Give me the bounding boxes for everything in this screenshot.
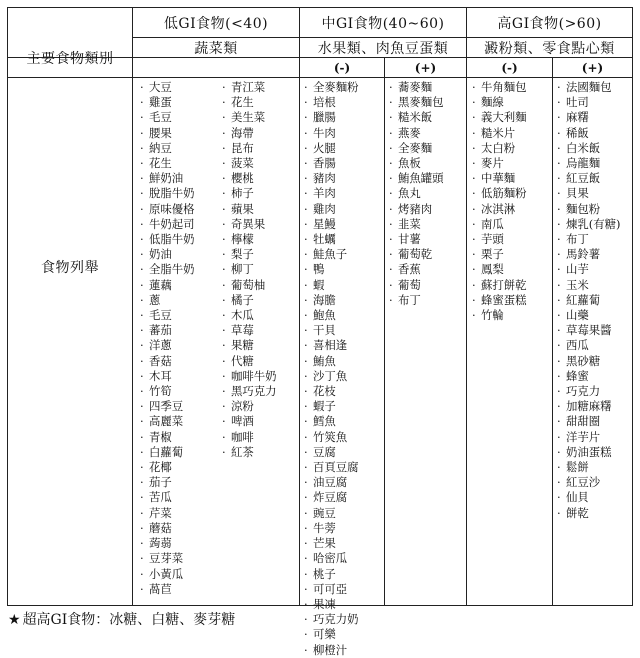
grid-line-left	[7, 7, 8, 606]
food-item: · 烏龍麵	[557, 156, 632, 171]
food-item: · 哈密瓜	[304, 551, 384, 566]
header-vegetables: 蔬菜類	[194, 40, 238, 57]
food-item: · 冰淇淋	[472, 202, 552, 217]
food-item: · 葡萄乾	[389, 247, 465, 262]
food-item: · 蜂蜜	[557, 369, 632, 384]
grid-line-col-4	[466, 7, 467, 606]
food-item: · 花枝	[304, 384, 384, 399]
food-item: · 雞蛋	[140, 95, 222, 110]
food-item: · 奶油蛋糕	[557, 445, 632, 460]
food-item: · 小黃瓜	[140, 567, 222, 582]
food-item: · 豆芽菜	[140, 551, 222, 566]
food-item: · 山芋	[557, 262, 632, 277]
header-main-category: 主要食物類別	[26, 50, 114, 67]
food-item: · 甘薯	[389, 232, 465, 247]
food-item: · 糙米飯	[389, 110, 465, 125]
food-item: · 牛角麵包	[472, 80, 552, 95]
grid-line-col-5	[552, 57, 553, 606]
food-item: · 咖啡牛奶	[222, 369, 298, 384]
food-item: · 柳丁	[222, 262, 298, 277]
food-item: · 星鰻	[304, 217, 384, 232]
food-item: · 豬肉	[304, 171, 384, 186]
header-high-gi: 高GI食物(>60)	[497, 15, 602, 32]
food-item: · 油豆腐	[304, 475, 384, 490]
header-starch-snack: 澱粉類、零食點心類	[484, 40, 615, 57]
food-item: · 蕎麥麵	[389, 80, 465, 95]
food-item: · 布丁	[557, 232, 632, 247]
food-item: · 紅豆沙	[557, 475, 632, 490]
food-item: · 黑砂糖	[557, 354, 632, 369]
food-item: · 貝果	[557, 186, 632, 201]
food-item: · 四季豆	[140, 399, 222, 414]
food-item: · 果凍	[304, 597, 384, 612]
food-item: · 牛蒡	[304, 521, 384, 536]
food-item: · 全麥麵粉	[304, 80, 384, 95]
food-item: · 啤酒	[222, 414, 298, 429]
footnote-text: 超高GI食物：冰糖、白糖、麥芽糖	[22, 612, 236, 628]
food-item: · 鮮奶油	[140, 171, 222, 186]
food-item: · 蘋果	[222, 202, 298, 217]
food-item: · 香菇	[140, 354, 222, 369]
high-minus-sign: (-)	[501, 60, 518, 75]
low-gi-list-b	[222, 80, 298, 460]
food-item: · 全脂牛奶	[140, 262, 222, 277]
food-item: · 芹菜	[140, 506, 222, 521]
food-item: · 低脂牛奶	[140, 232, 222, 247]
food-item: · 韭菜	[389, 217, 465, 232]
food-item: · 太白粉	[472, 141, 552, 156]
food-item: · 沙丁魚	[304, 369, 384, 384]
food-item: · 魚丸	[389, 186, 465, 201]
food-item: · 海膽	[304, 293, 384, 308]
grid-line-col-3	[384, 57, 385, 606]
food-item: · 麻糬	[557, 110, 632, 125]
food-item: · 蘑菇	[140, 521, 222, 536]
food-item: · 蘇打餅乾	[472, 278, 552, 293]
food-item: · 蓮藕	[140, 278, 222, 293]
food-item: · 鮪魚罐頭	[389, 171, 465, 186]
food-item: · 可樂	[304, 627, 384, 642]
food-item: · 脫脂牛奶	[140, 186, 222, 201]
food-item: · 法國麵包	[557, 80, 632, 95]
header-low-gi: 低GI食物(<40)	[163, 15, 269, 32]
food-item: · 代糖	[222, 354, 298, 369]
food-item: · 甜甜圈	[557, 414, 632, 429]
food-item: · 咖啡	[222, 430, 298, 445]
food-item: · 鮑魚	[304, 308, 384, 323]
food-item: · 蕃茄	[140, 323, 222, 338]
food-item: · 巧克力	[557, 384, 632, 399]
food-item: · 草莓	[222, 323, 298, 338]
food-item: · 干貝	[304, 323, 384, 338]
food-item: · 毛豆	[140, 110, 222, 125]
food-item: · 鮭魚子	[304, 247, 384, 262]
food-item: · 山藥	[557, 308, 632, 323]
food-item: · 高麗菜	[140, 414, 222, 429]
food-item: · 鴨	[304, 262, 384, 277]
mid-gi-plus-list	[389, 80, 465, 308]
food-item: · 馬鈴薯	[557, 247, 632, 262]
food-item: · 梨子	[222, 247, 298, 262]
header-fruit-meat: 水果類、肉魚豆蛋類	[317, 40, 449, 57]
food-item: · 香腸	[304, 156, 384, 171]
food-item: · 檸檬	[222, 232, 298, 247]
food-item: · 蝦	[304, 278, 384, 293]
food-item: · 鬆餅	[557, 460, 632, 475]
food-item: · 巧克力奶	[304, 612, 384, 627]
food-item: · 毛豆	[140, 308, 222, 323]
food-item: · 栗子	[472, 247, 552, 262]
food-item: · 魚板	[389, 156, 465, 171]
mid-gi-minus-list	[304, 80, 384, 658]
food-item: · 洋芋片	[557, 430, 632, 445]
food-item: · 黑巧克力	[222, 384, 298, 399]
grid-line-right	[632, 7, 633, 606]
food-item: · 納豆	[140, 141, 222, 156]
food-item: · 糙米片	[472, 126, 552, 141]
food-item: · 全麥麵	[389, 141, 465, 156]
food-item: · 腰果	[140, 126, 222, 141]
food-item: · 牡蠣	[304, 232, 384, 247]
food-item: · 鳳梨	[472, 262, 552, 277]
food-item: · 白米飯	[557, 141, 632, 156]
food-item: · 大豆	[140, 80, 222, 95]
food-item: · 紅蘿蔔	[557, 293, 632, 308]
food-item: · 紅豆飯	[557, 171, 632, 186]
food-item: · 奇異果	[222, 217, 298, 232]
food-item: · 豌豆	[304, 506, 384, 521]
food-item: · 奶油	[140, 247, 222, 262]
footnote-ultra-high-gi	[8, 609, 235, 629]
food-item: · 昆布	[222, 141, 298, 156]
food-item: · 黑麥麵包	[389, 95, 465, 110]
food-item: · 萵苣	[140, 582, 222, 597]
food-item: · 喜相逢	[304, 338, 384, 353]
food-item: · 南瓜	[472, 217, 552, 232]
food-item: · 豆腐	[304, 445, 384, 460]
food-item: · 葡萄	[389, 278, 465, 293]
food-item: · 臘腸	[304, 110, 384, 125]
food-item: · 中華麵	[472, 171, 552, 186]
food-item: · 蜂蜜蛋糕	[472, 293, 552, 308]
food-item: · 花生	[222, 95, 298, 110]
food-item: · 蒟蒻	[140, 536, 222, 551]
food-item: · 洋蔥	[140, 338, 222, 353]
food-item: · 紅茶	[222, 445, 298, 460]
food-item: · 火腿	[304, 141, 384, 156]
food-item: · 苦瓜	[140, 490, 222, 505]
food-item: · 吐司	[557, 95, 632, 110]
food-item: · 桃子	[304, 567, 384, 582]
food-item: · 仙貝	[557, 490, 632, 505]
food-item: · 麵線	[472, 95, 552, 110]
food-item: · 炸豆腐	[304, 490, 384, 505]
food-item: · 青江菜	[222, 80, 298, 95]
star-icon: ★	[8, 612, 21, 628]
food-item: · 青椒	[140, 430, 222, 445]
food-item: · 低筋麵粉	[472, 186, 552, 201]
food-item: · 牛奶起司	[140, 217, 222, 232]
food-item: · 白蘿蔔	[140, 445, 222, 460]
food-item: · 義大利麵	[472, 110, 552, 125]
food-item: · 橘子	[222, 293, 298, 308]
food-item: · 涼粉	[222, 399, 298, 414]
food-item: · 芋頭	[472, 232, 552, 247]
food-item: · 菠菜	[222, 156, 298, 171]
food-item: · 果糖	[222, 338, 298, 353]
food-item: · 牛肉	[304, 126, 384, 141]
food-item: · 葡萄柚	[222, 278, 298, 293]
food-item: · 鱈魚	[304, 414, 384, 429]
food-item: · 木耳	[140, 369, 222, 384]
food-item: · 櫻桃	[222, 171, 298, 186]
food-item: · 西瓜	[557, 338, 632, 353]
food-item: · 竹筍	[140, 384, 222, 399]
food-item: · 美生菜	[222, 110, 298, 125]
food-item: · 海帶	[222, 126, 298, 141]
header-mid-gi: 中GI食物(40~60)	[321, 15, 445, 32]
food-item: · 加糖麻糬	[557, 399, 632, 414]
food-item: · 燕麥	[389, 126, 465, 141]
food-item: · 稀飯	[557, 126, 632, 141]
mid-minus-sign: (-)	[333, 60, 351, 75]
grid-line-header-3	[7, 77, 633, 78]
food-item: · 可可亞	[304, 582, 384, 597]
row-label-food-list: 食物列舉	[41, 260, 99, 276]
food-item: · 麥片	[472, 156, 552, 171]
food-item: · 木瓜	[222, 308, 298, 323]
food-item: · 布丁	[389, 293, 465, 308]
food-item: · 竹輪	[472, 308, 552, 323]
food-item: · 香蕉	[389, 262, 465, 277]
food-item: · 草莓果醬	[557, 323, 632, 338]
food-item: · 烤豬肉	[389, 202, 465, 217]
grid-line-col-2	[299, 7, 300, 606]
food-item: · 茄子	[140, 475, 222, 490]
food-item: · 培根	[304, 95, 384, 110]
food-item: · 鮪魚	[304, 354, 384, 369]
food-item: · 百頁豆腐	[304, 460, 384, 475]
food-item: · 蝦子	[304, 399, 384, 414]
low-gi-list-a	[140, 80, 222, 597]
high-plus-sign: (+)	[581, 60, 604, 75]
food-item: · 麵包粉	[557, 202, 632, 217]
food-item: · 羊肉	[304, 186, 384, 201]
food-item: · 原味優格	[140, 202, 222, 217]
high-gi-plus-list	[557, 80, 632, 521]
food-item: · 玉米	[557, 278, 632, 293]
food-item: · 餅乾	[557, 506, 632, 521]
food-item: · 竹筴魚	[304, 430, 384, 445]
food-item: · 柳橙汁	[304, 643, 384, 658]
food-item: · 煉乳(有糖)	[557, 217, 632, 232]
food-item: · 芒果	[304, 536, 384, 551]
food-item: · 雞肉	[304, 202, 384, 217]
food-item: · 柿子	[222, 186, 298, 201]
food-item: · 花椰	[140, 460, 222, 475]
food-item: · 蔥	[140, 293, 222, 308]
grid-line-col-1	[132, 7, 133, 606]
food-item: · 花生	[140, 156, 222, 171]
high-gi-minus-list	[472, 80, 552, 323]
mid-plus-sign: (+)	[414, 60, 437, 75]
